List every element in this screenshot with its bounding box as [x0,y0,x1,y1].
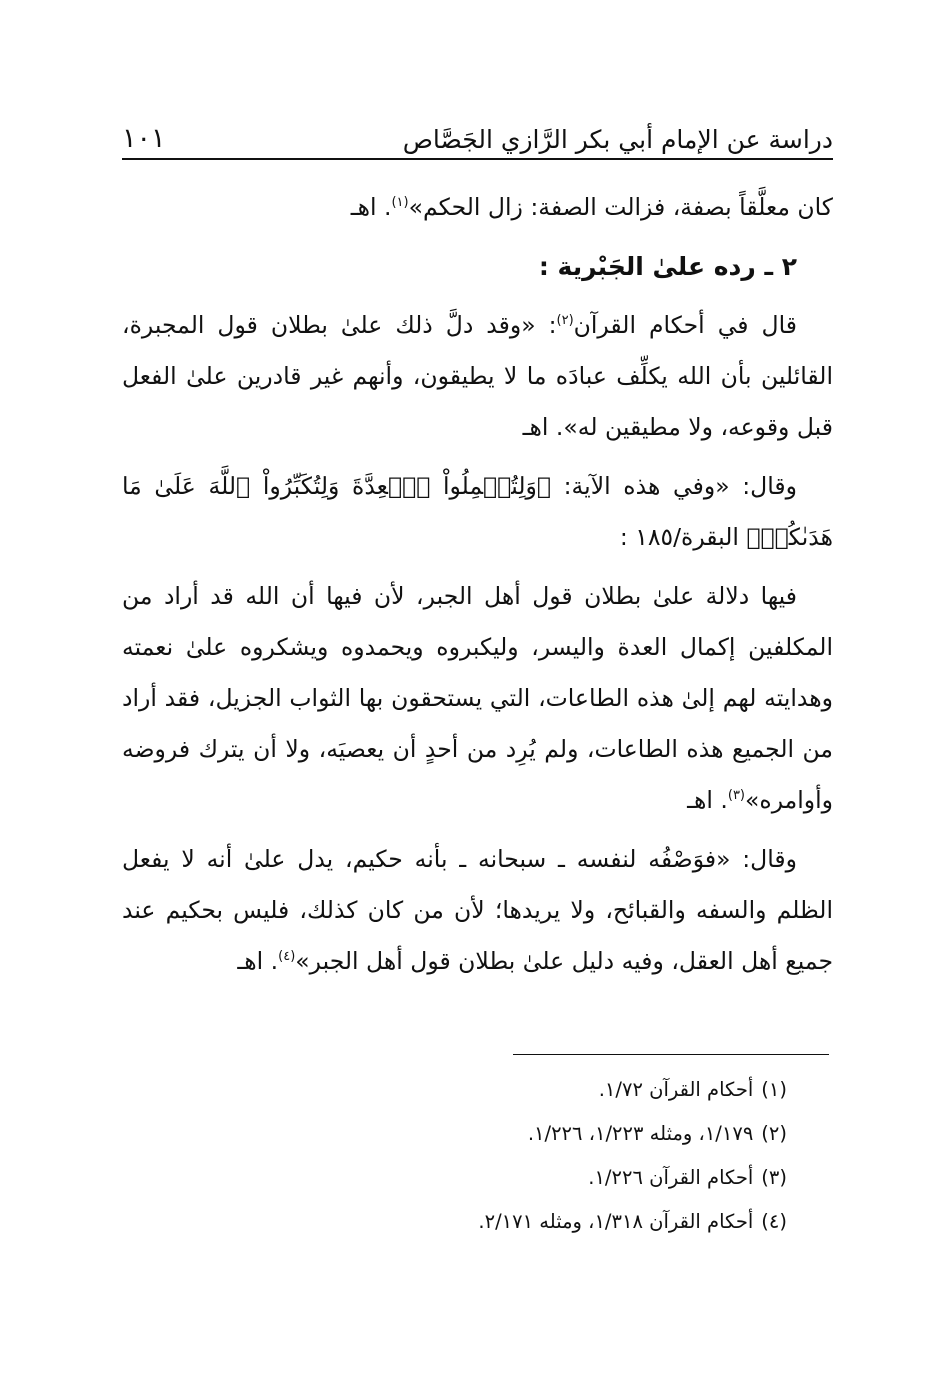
footnote-divider [513,1054,829,1055]
paragraph-5 [122,834,833,987]
paragraph-3-text-b: البقرة/١٨٥ : [619,523,747,551]
paragraph-5-text: وقال: «فوَصْفُه لنفسه ـ سبحانه ـ بأنه حكيم، يدل علىٰ أنه لا يفعل الظلم والسفه والقبائح، ولا يريدها؛ لأن من كان كذلك، فليس بحكيم عند جميع أهل العقل، وفيه دليل علىٰ بطلان قول أهل الجبر» [122,845,833,975]
paragraph-2 [122,300,833,453]
footnote-ref-4: (٤) [278,949,296,965]
running-header [122,108,833,160]
page-number: ١٠١ [122,123,166,154]
footnote-number: (٣) [761,1166,787,1189]
footnote-text: أحكام القرآن ١/٣١٨، ومثله ٢/١٧١. [478,1210,754,1233]
footnote-ref-3: (٣) [727,788,745,804]
footnote-ref-2: (٢) [556,313,574,329]
footnote-text: ١/١٧٩، ومثله ١/٢٢٣، ١/٢٢٦. [527,1122,754,1145]
paragraph-4 [122,571,833,826]
paragraph-1-text: كان معلَّقاً بصفة، فزالت الصفة: زال الحكم» [408,193,833,221]
footnote-1 [227,1068,787,1112]
footnotes [227,1068,787,1244]
footnote-2 [227,1112,787,1156]
paragraph-4-text: فيها دلالة علىٰ بطلان قول أهل الجبر، لأن فيها أن الله قد أراد من المكلفين إكمال العدة واليسر، وليكبروه ويحمدوه ويشكروه علىٰ نعمته وهدايته لهم إلىٰ هذه الطاعات، التي يستحقون بها الثواب الجزيل، فقد أراد من الجميع هذه الطاعات، ولم يُرِد من أحدٍ أن يعصيَه، ولا أن يترك فروضه وأوامره» [122,582,833,814]
paragraph-3 [122,461,833,563]
footnote-4 [227,1200,787,1244]
section-heading: ٢ ـ رده علىٰ الجَبْرية : [538,252,797,281]
paragraph-1 [122,182,833,233]
paragraph-4-end: . اهـ [687,786,728,814]
paragraph-1-end: . اهـ [350,193,392,221]
main-text [122,182,833,995]
footnote-number: (١) [761,1078,787,1101]
footnote-ref-1: (١) [391,195,409,211]
footnote-text: أحكام القرآن ١/٧٢. [598,1078,754,1101]
footnote-number: (٤) [761,1210,787,1233]
footnote-text: أحكام القرآن ١/٢٢٦. [588,1166,754,1189]
footnote-3 [227,1156,787,1200]
paragraph-5-end: . اهـ [237,947,279,975]
paragraph-2-text-b: : «وقد دلَّ ذلك علىٰ بطلان قول المجبرة، القائلين بأن الله يكلِّف عبادَه ما لا يطيقون، وأنهم غير قادرين علىٰ الفعل قبل وقوعه، ولا مطيقين له». اهـ [122,311,833,441]
header-title: دراسة عن الإمام أبي بكر الرَّازي الجَصَّاص [402,125,833,154]
paragraph-2-text-a: قال في أحكام القرآن [573,311,797,339]
footnote-number: (٢) [761,1122,787,1145]
paragraph-3-text-a: وقال: «وفي هذه الآية: [550,472,797,500]
quran-verse: ﴿وَلِتُكۡمِلُواْ ٱلۡعِدَّةَ وَلِتُكَبِّرُواْ ٱللَّهَ عَلَىٰ مَا هَدَىٰكُمۡ﴾ [122,472,833,551]
